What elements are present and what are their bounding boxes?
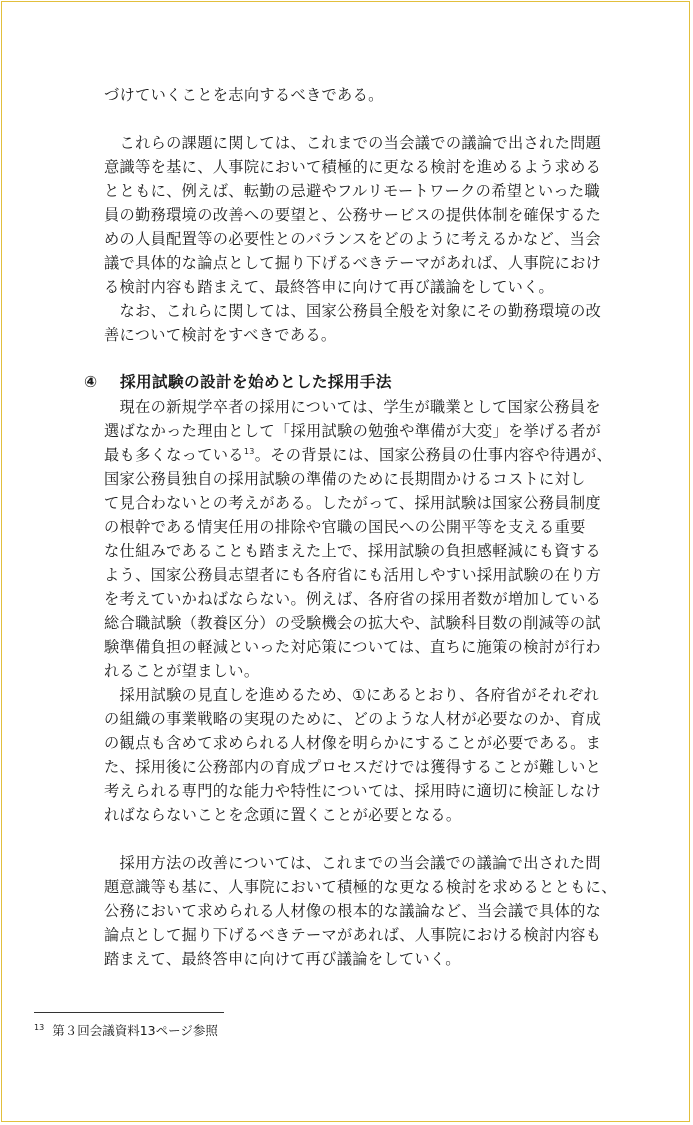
footnote [34,1019,218,1040]
footnote-mark: 13 [34,1023,45,1032]
paragraph-line: の組織の事業戦略の実現のために、どのような人材が必要なのか、育成 [104,710,602,728]
paragraph-line: 踏まえて、最終答申に向けて再び議論をしていく。 [104,950,461,968]
paragraph-line: な仕組みであることも踏まえた上で、採用試験の負担感軽減にも資する [104,542,601,560]
paragraph-line: 員の勤務環境の改善への要望と、公務サービスの提供体制を確保するた [104,206,602,224]
line-text: 。その背景には、国家公務員の仕事内容や待遇が、 [254,446,613,464]
paragraph-line: とともに、例えば、転勤の忌避やフルリモートワークの希望といった職 [104,182,600,200]
paragraph-line: ればならないことを念頭に置くことが必要となる。 [104,806,462,824]
paragraph-line: 験準備負担の軽減といった対応策については、直ちに施策の検討が行わ [104,638,601,656]
footnote-text: 第３回会議資料13ページ参照 [52,1023,218,1038]
paragraph-line: た、採用後に公務部内の育成プロセスだけでは獲得することが難しいと [104,758,602,776]
paragraph-line: なお、これらに関しては、国家公務員全般を対象にその勤務環境の改 [104,302,602,320]
footnote-divider [34,1012,224,1013]
paragraph-line: れることが望ましい。 [104,662,260,680]
section-title: 採用試験の設計を始めとした採用手法 [120,373,392,391]
paragraph-line: 採用方法の改善については、これまでの当会議での議論で出された問 [104,854,601,872]
paragraph-line: 公務において求められる人材像の根本的な議論など、当会議で具体的な [104,902,602,920]
paragraph-line: 論点として掘り下げるべきテーマがあれば、人事院における検討内容も [104,926,602,944]
paragraph-line: 現在の新規学卒者の採用については、学生が職業として国家公務員を [104,398,601,416]
paragraph-line: る検討内容も踏まえて、最終答申に向けて再び議論をしていく。 [104,278,554,296]
paragraph-line-with-footnote [104,445,612,465]
paragraph-line: の根幹である情実任用の排除や官職の国民への公開平等を支える重要 [104,518,586,536]
paragraph-line: 議で具体的な論点として掘り下げるべきテーマがあれば、人事院におけ [104,254,602,272]
paragraph-line: 意識等を基に、人事院において積極的に更なる検討を進めるよう求める [104,158,602,176]
paragraph-line: 考えられる専門的な能力や特性については、採用時に適切に検証しなけ [104,782,601,800]
paragraph-line: 総合職試験（教養区分）の受験機会の拡大や、試験科目数の削減等の試 [104,614,601,632]
paragraph-line: 選ばなかった理由として「採用試験の勉強や準備が大変」を挙げる者が [104,422,602,440]
paragraph-line: 題意識等も基に、人事院において積極的な更なる検討を求めるとともに、 [104,878,617,896]
section-number: ④ [84,373,98,391]
paragraph-line: 国家公務員独自の採用試験の準備のために長期間かけるコストに対し [104,470,586,488]
paragraph-line: これらの課題に関しては、これまでの当会議での議論で出された問題 [104,134,602,152]
footnote-reference[interactable]: 13 [243,447,255,456]
line-text: 最も多くなっている [104,446,244,464]
paragraph-line: づけていくことを志向するべきである。 [104,86,384,104]
paragraph-line: の観点も含めて求められる人材像を明らかにすることが必要である。ま [104,734,602,752]
paragraph-line: めの人員配置等の必要性とのバランスをどのように考えるかなど、当会 [104,230,601,248]
paragraph-line: て見合わないとの考えがある。したがって、採用試験は国家公務員制度 [104,494,601,512]
section-heading [84,372,392,392]
paragraph-line: よう、国家公務員志望者にも各府省にも活用しやすい採用試験の在り方 [104,566,602,584]
paragraph-line: 採用試験の見直しを進めるため、①にあるとおり、各府省がそれぞれ [104,686,600,704]
paragraph-line: 善について検討をすべきである。 [104,326,337,344]
paragraph-line: を考えていかねばならない。例えば、各府省の採用者数が増加している [104,590,602,608]
